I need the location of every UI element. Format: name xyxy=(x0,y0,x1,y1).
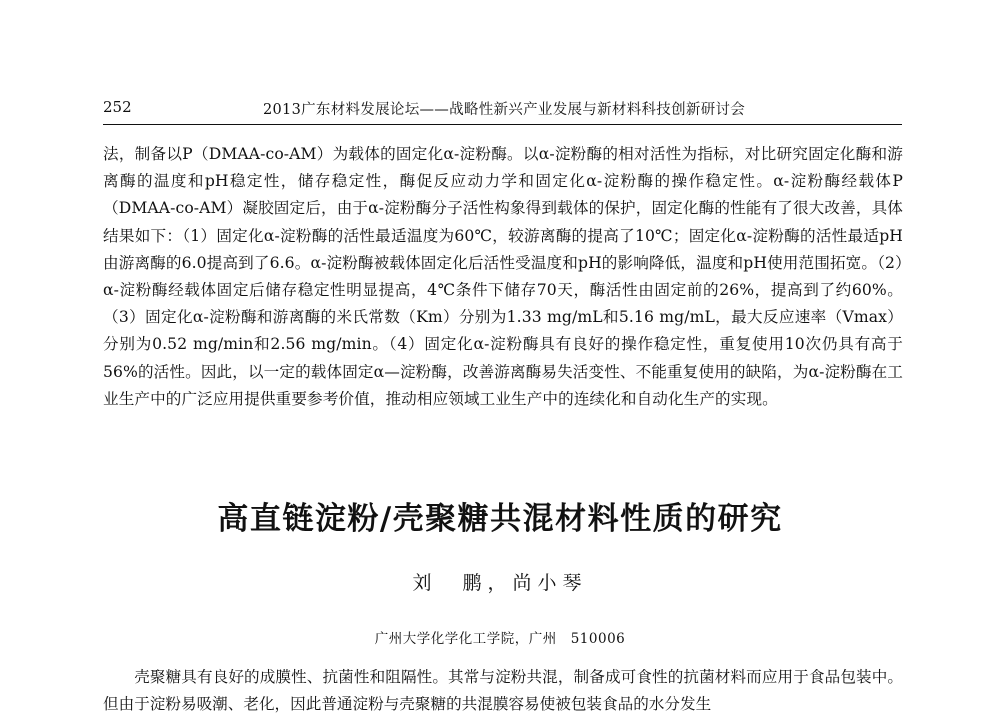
authors: 刘 鹏，尚小琴 xyxy=(412,572,588,594)
page-number: 252 xyxy=(103,98,132,116)
running-title: 2013广东材料发展论坛——战略性新兴产业发展与新材料科技创新研讨会 xyxy=(263,102,746,118)
article-title: 高直链淀粉/壳聚糖共混材料性质的研究 xyxy=(217,501,783,537)
abstract-continuation xyxy=(103,141,903,413)
abstract-paragraph: 法，制备以P（DMAA-co-AM）为载体的固定化α-淀粉酶。以α-淀粉酶的相对活性为指标，对比研究固定化酶和游离酶的温度和pH稳定性，储存稳定性，酶促反应动力学和固定化α-淀粉酶的操作稳定性。α-淀粉酶经载体P（DMAA-co-AM）凝胶固定后，由于α-淀粉酶分子活性构象得到载体的保护，固定化酶的性能有了很大改善，具体结果如下：（1）固定化α-淀粉酶的活性最适温度为60℃，较游离酶的提高了10℃；固定化α-淀粉酶的活性最适pH由游离酶的6.0提高到了6.6。α-淀粉酶被载体固定化后活性受温度和pH的影响降低，温度和pH使用范围拓宽。（2）α-淀粉酶经载体固定后储存稳定性明显提高，4℃条件下储存70天，酶活性由固定前的26%，提高到了约60%。（3）固定化α-淀粉酶和游离酶的米氏常数（Km）分别为1.33 mg/mL和5.16 mg/mL，最大反应速率（Vmax）分别为0.52 mg/min和2.56 mg/min。（4）固定化α-淀粉酶具有良好的操作稳定性，重复使用10次仍具有高于56%的活性。因此，以一定的载体固定α—淀粉酶，改善游离酶易失活变性、不能重复使用的缺陷，为α-淀粉酶在工业生产中的广泛应用提供重要参考价值，推动相应领域工业生产中的连续化和自动化生产的实现。 xyxy=(103,145,903,408)
running-header xyxy=(103,96,903,122)
body-paragraph: 壳聚糖具有良好的成膜性、抗菌性和阻隔性。其常与淀粉共混，制备成可食性的抗菌材料而应用于食品包装中。但由于淀粉易吸潮、老化，因此普通淀粉与壳聚糖的共混膜容易使被包装食品的水分发生 xyxy=(103,668,903,713)
article-body xyxy=(103,664,903,718)
affiliation: 广州大学化学化工学院，广州 510006 xyxy=(374,631,626,647)
header-rule xyxy=(103,124,902,125)
